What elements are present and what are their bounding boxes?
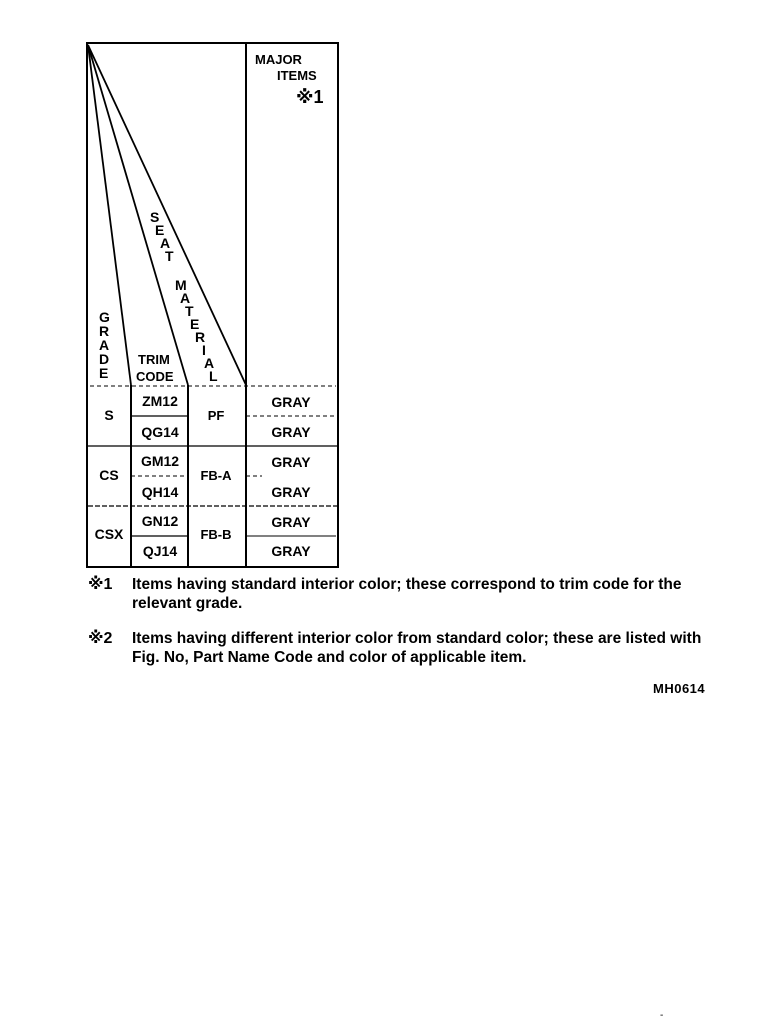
seat-letter: A: [160, 235, 171, 251]
footnote-1: [88, 575, 728, 613]
grade-cell: S: [104, 407, 114, 423]
trim-code-cell: QJ14: [142, 543, 178, 559]
seat-letter: T: [165, 248, 174, 264]
grade-letter: R: [99, 323, 110, 339]
material-letter: E: [190, 316, 200, 332]
footnote-mark: ※1: [88, 576, 113, 593]
material-letter: I: [202, 342, 206, 358]
major-items-label: MAJOR: [255, 52, 302, 67]
trim-code-cell: QH14: [141, 484, 179, 500]
grade-letter: G: [99, 309, 110, 325]
grade-cell: CSX: [94, 526, 124, 542]
footnote-mark: ※2: [88, 630, 113, 647]
seat-letter: S: [150, 209, 160, 225]
color-cell: GRAY: [271, 454, 311, 470]
seat-material-cell: PF: [207, 408, 225, 423]
grade-header: [99, 309, 110, 381]
grade-cell: CS: [99, 467, 119, 483]
trim-code-header: TRIM: [138, 352, 170, 367]
color-cell: GRAY: [271, 484, 311, 500]
color-cell: GRAY: [271, 424, 311, 440]
footnote-mark-1: ※1: [296, 87, 324, 107]
footnote-2: [88, 629, 728, 667]
seat-header: [150, 209, 174, 264]
major-items-label: ITEMS: [277, 68, 317, 83]
material-letter: M: [175, 277, 187, 293]
figure-code: MH0614: [653, 681, 706, 696]
trim-code-cell: QG14: [141, 424, 179, 440]
material-letter: T: [185, 303, 194, 319]
diagonal-material: [88, 45, 246, 385]
footnote-text: Items having different interior color from standard color; these are listed with Fig. No, Part Name Code and color of applicable item.: [132, 630, 702, 666]
trim-code-header: CODE: [136, 369, 174, 384]
trim-code-cell: GM12: [140, 453, 180, 469]
grade-letter: A: [99, 337, 110, 353]
seat-material-cell: FB-B: [200, 527, 232, 542]
trim-code-cell: ZM12: [142, 393, 178, 409]
material-letter: A: [180, 290, 191, 306]
material-header: [175, 277, 218, 384]
seat-letter: E: [155, 222, 165, 238]
material-letter: R: [195, 329, 206, 345]
material-letter: A: [204, 355, 215, 371]
seat-material-cell: FB-A: [200, 468, 232, 483]
trim-code-cell: GN12: [141, 513, 179, 529]
color-cell: GRAY: [271, 514, 311, 530]
color-cell: GRAY: [271, 394, 311, 410]
grade-letter: D: [99, 351, 110, 367]
grade-letter: E: [99, 365, 109, 381]
footnote-text: Items having standard interior color; these correspond to trim code for the relevant grade.: [132, 576, 682, 612]
material-letter: L: [209, 368, 218, 384]
corner-mark: -: [660, 1010, 664, 1021]
diagonal-grade: [88, 45, 131, 385]
color-cell: GRAY: [271, 543, 311, 559]
